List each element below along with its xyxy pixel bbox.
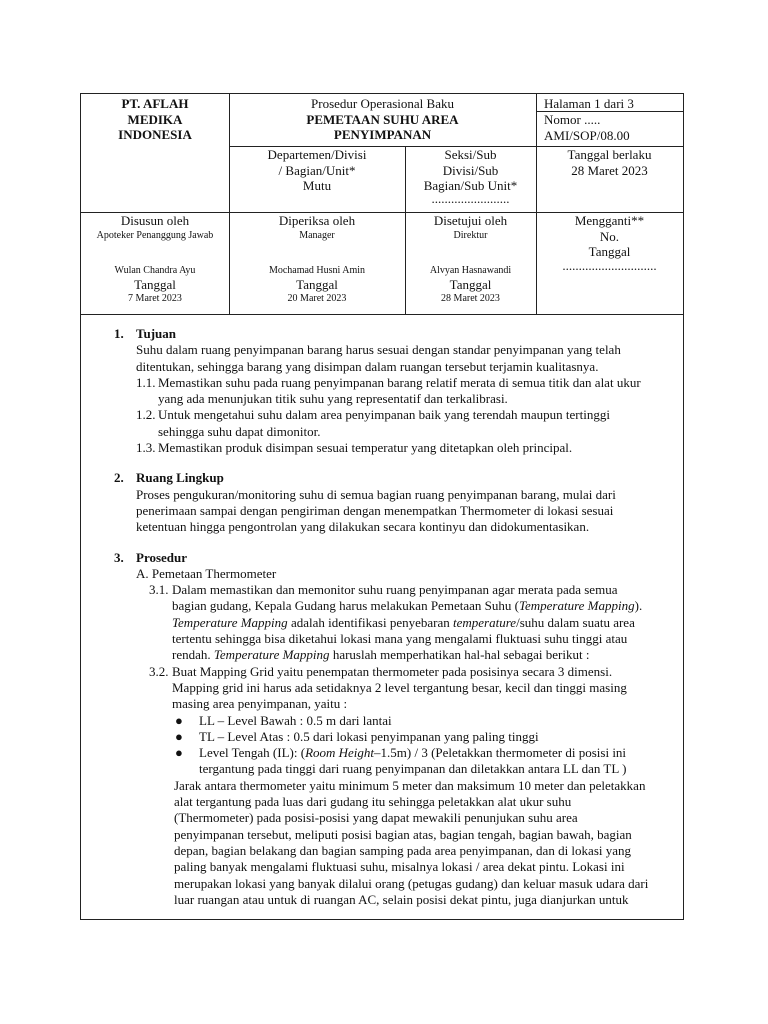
doc-title-block: Prosedur Operasional Baku PEMETAAN SUHU AREA PENYIMPANAN — [306, 96, 459, 142]
doc-number: Nomor ..... AMI/SOP/08.00 — [544, 112, 630, 143]
list-item: 1.1. Memastikan suhu pada ruang penyimpanan barang relatif merata di semua titik dan alat ukur — [136, 374, 641, 390]
list-item: 1.3. Memastikan produk disimpan sesuai temperatur yang ditetapkan oleh principal. — [136, 440, 573, 456]
section-title: Prosedur — [136, 549, 188, 565]
section-title: Ruang Lingkup — [136, 470, 224, 486]
list-item: 3.1. Dalam memastikan dan memonitor suhu ruang penyimpanan agar merata pada semua — [149, 582, 618, 598]
replaces-cell: Mengganti** No. Tanggal ............................. — [562, 213, 657, 273]
subsection-title: A. Pemetaan Thermometer — [136, 565, 277, 581]
bullet-item: ● TL – Level Atas : 0.5 dari lokasi penyimpanan yang paling tinggi — [175, 728, 539, 744]
section-title: Tujuan — [136, 326, 176, 341]
company-name: PT. AFLAH MEDIKA INDONESIA — [118, 96, 192, 142]
bullet-item: ● LL – Level Bawah : 0.5 m dari lantai — [175, 712, 392, 728]
document-body — [81, 326, 683, 918]
prepared-by-cell: Disusun oleh Apoteker Penanggung Jawab Wulan Chandra Ayu Tanggal 7 Maret 2023 — [96, 213, 214, 304]
effective-date-cell: Tanggal berlaku 28 Maret 2023 — [567, 147, 652, 178]
seksi-cell: Seksi/Sub Divisi/Sub Bagian/Sub Unit* ........................ — [423, 147, 518, 206]
list-item: 3.2. Buat Mapping Grid yaitu penempatan thermometer pada posisinya secara 3 dimensi. — [149, 663, 613, 679]
approved-by-cell: Disetujui oleh Direktur Alvyan Hasnawandi Tanggal 28 Maret 2023 — [429, 213, 512, 304]
dept-cell: Departemen/Divisi / Bagian/Unit* Mutu — [267, 147, 367, 193]
section-ruang-lingkup: 2. Ruang Lingkup Proses pengukuran/monitoring suhu di semua bagian ruang penyimpanan barang, mulai dari penerimaan sampai dengan pengiriman dengan menempatkan Thermometer di lokasi sesuai ketentuan hingga pengontrolan yang dilakukan secara kontinyu dan didokumentasikan. — [114, 470, 616, 535]
list-item: 1.2. Untuk mengetahui suhu dalam area penyimpanan baik yang terendah maupun tertinggi — [136, 407, 610, 423]
section-tujuan: 1. Tujuan Suhu dalam ruang penyimpanan barang harus sesuai dengan standar penyimpanan yang telah ditentukan, sehingga barang yang disimpan dalam ruangan tersebut terjamin kualitasnya. 1.1. Memastikan suhu pada ruang penyimpanan barang relatif merata di semua titik dan alat ukur yang ada menunjukan titik suhu yang representatif dan terkalibrasi. 1.2. Untuk mengetahui suhu dalam area penyimpanan baik yang terendah maupun tertinggi sehingga suhu dapat dimonitor. 1.3. Memastikan produk disimpan sesuai temperatur yang ditetapkan oleh principal. — [81, 326, 683, 456]
checked-by-cell: Diperiksa oleh Manager Mochamad Husni Amin Tanggal 20 Maret 2023 — [268, 213, 366, 304]
header-table — [81, 94, 683, 315]
bullet-item: ● Level Tengah (IL): (Room Height–1.5m) / 3 (Peletakkan thermometer di posisi ini — [175, 745, 627, 761]
section-prosedur: 3. Prosedur A. Pemetaan Thermometer 3.1. Dalam memastikan dan memonitor suhu ruang penyimpanan agar merata pada semua bagian gudang, Kepala Gudang harus melakukan Pemetaan Suhu (Temperature Mapping). Temperature Mapping adalah identifikasi penyebaran temperature/suhu dalam suatu area tertentu sehingga bisa diketahui lokasi mana yang mengalami fluktuasi suhu tinggi atau rendah. Temperature Mapping haruslah memperhatikan hal-hal sebagai berikut : 3.2. Buat Mapping Grid yaitu penempatan thermometer pada posisinya secara 3 dimensi. Mapping grid ini harus ada setidaknya 2 level tergantung besar, kecil dan tinggi masing masing area penyimpanan, yaitu : ● LL – Level Bawah : 0.5 m dari lantai ● TL – Level Atas : 0.5 dari lokasi penyimpanan yang paling tinggi ● Level Tengah (IL): (Room Height–1.5m) / 3 (Peletakkan thermometer di posisi ini tergantung pada tinggi dari ruang penyimpanan dan diletakkan antara LL dan TL ) Jarak antara thermometer yaitu minimum 5 meter dan maksimum 10 meter dan peletakkan alat tergantung pada luas dari gudang itu sehingga peletakkan alat ukur suhu (Thermometer) pada posisi-posisi yang dapat mewakili penunjukan suhu area penyimpanan tersebut, meliputi posisi bagian atas, bagian tengah, bagian bawah, bagian depan, bagian belakang dan bagian samping pada area penyimpanan, dan di lokasi yang paling banyak mengalami fluktuasi suhu, misalnya lokasi / area dekat pintu. Lokasi ini merupakan lokasi yang banyak dilalui orang (petugas gudang) dan keluar masuk udara dari luar ruangan atau untuk di ruangan AC, selain posisi dekat pintu, juga dianjurkan untuk — [81, 550, 683, 909]
document-frame — [80, 93, 684, 920]
page-number: Halaman 1 dari 3 — [544, 96, 634, 111]
